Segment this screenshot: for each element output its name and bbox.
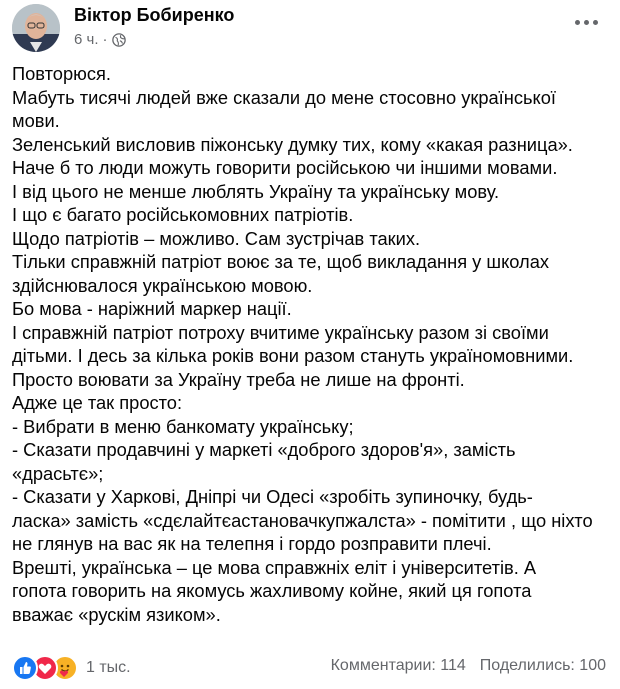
post-text-line: Адже це так просто: bbox=[12, 392, 183, 413]
like-icon bbox=[12, 655, 38, 681]
post-text-line: здійснювалося українською мовою. bbox=[12, 274, 313, 296]
post-text-line: Щодо патріотів – можливо. Сам зустрічав таких. bbox=[12, 227, 421, 249]
post-text-line: І від цього не менше люблять Україну та українську мову. bbox=[12, 180, 500, 202]
post-footer bbox=[12, 655, 608, 681]
post-text-line: не глянув на вас як на телепня і гордо розправити плечі. bbox=[12, 533, 492, 554]
post-text-line: Мабуть тисячі людей вже сказали до мене стосовно української bbox=[12, 86, 556, 108]
post-text-line: мови. bbox=[12, 110, 60, 131]
author-avatar[interactable] bbox=[12, 4, 60, 52]
post-text-line: Повторюся. bbox=[12, 63, 111, 84]
post-meta: 6 ч. · bbox=[74, 31, 126, 48]
post-text-line: Наче б то люди можуть говорити російською чи іншими мовами. bbox=[12, 157, 558, 178]
post-text-line: І справжній патріот потроху вчитиме українську разом зі своїми bbox=[12, 321, 549, 343]
post-text-line: - Сказати продавчині у маркеті «доброго здоров'я», замість bbox=[12, 439, 516, 460]
post-text-line: І що є багато російськомовних патріотів. bbox=[12, 204, 354, 225]
shares-count[interactable]: Поделились: 100 bbox=[479, 657, 606, 674]
post-text-line: дітьми. І десь за кілька років вони разом стануть україномовними. bbox=[12, 345, 574, 366]
post-text-line: Тільки справжній патріот воює за те, щоб викладання у школах bbox=[12, 251, 550, 272]
author-name[interactable]: Віктор Бобиренко bbox=[74, 5, 235, 25]
globe-icon[interactable] bbox=[112, 33, 126, 47]
post-stats bbox=[331, 657, 606, 675]
post-text-line: вважає «рускім язиком». bbox=[12, 603, 221, 625]
more-options-icon[interactable] bbox=[572, 12, 600, 32]
post-text-line: - Вибрати в меню банкомату українську; bbox=[12, 415, 354, 437]
post-text-line: ласка» замість «сдєлайтєастановачкупжалста» - помітити , що ніхто bbox=[12, 509, 593, 531]
post-header bbox=[12, 4, 608, 52]
post-text-line: гопота говорить на якомусь жахливому койне, який ця гопота bbox=[12, 580, 532, 601]
post-text-line: Бо мова - наріжний маркер нації. bbox=[12, 298, 292, 319]
post-text-line: Зеленський висловив піжонську думку тих, кому «какая разница». bbox=[12, 133, 573, 155]
avatar-image bbox=[12, 4, 60, 52]
post-time[interactable]: 6 ч. bbox=[74, 31, 99, 48]
comments-count[interactable]: Комментарии: 114 bbox=[330, 657, 466, 674]
post-text-line: Просто воювати за Україну треба не лише на фронті. bbox=[12, 368, 465, 390]
post-text-line: «драсьтє»; bbox=[12, 462, 104, 484]
reaction-count[interactable]: 1 тыс. bbox=[86, 659, 131, 676]
post-text-line: - Сказати у Харкові, Дніпрі чи Одесі «зробіть зупиночку, будь- bbox=[12, 486, 533, 507]
reactions-summary[interactable] bbox=[12, 655, 131, 681]
post-text-line: Врешті, українська – це мова справжніх еліт і університетів. А bbox=[12, 556, 537, 578]
post-body bbox=[12, 62, 602, 626]
